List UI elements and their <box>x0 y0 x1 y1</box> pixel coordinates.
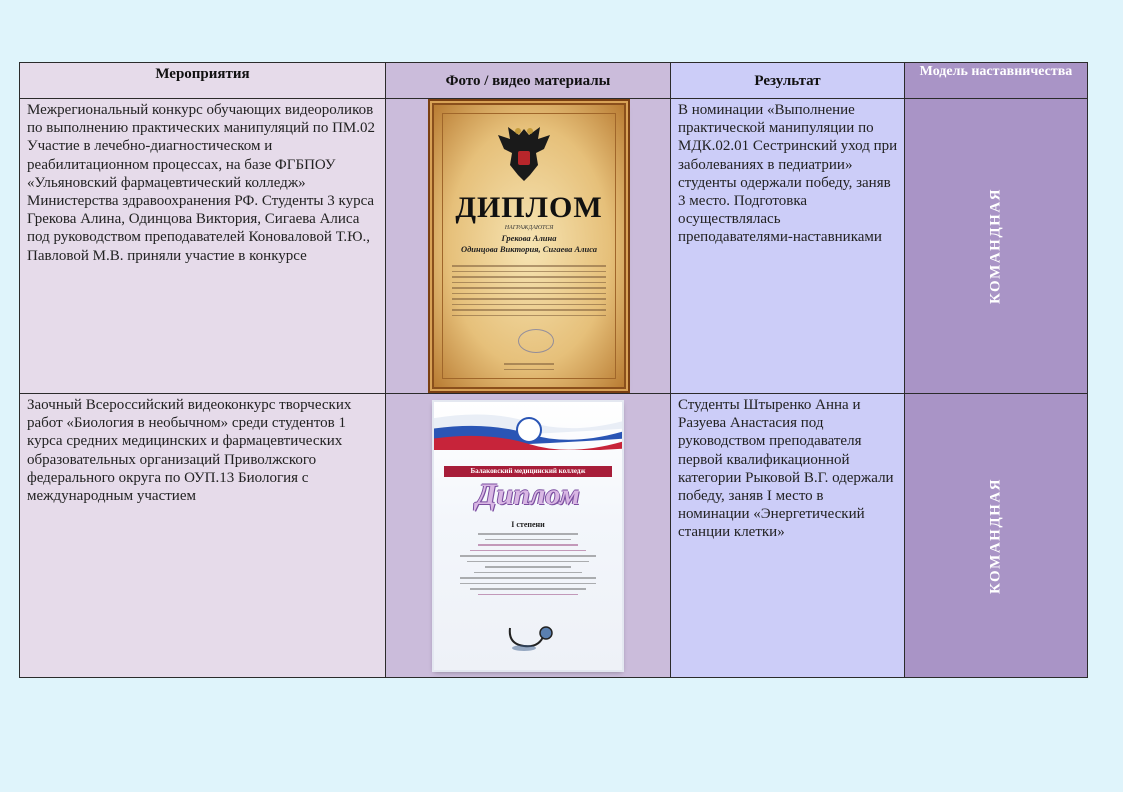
flag-ribbon-icon <box>434 410 622 450</box>
event-text: Заочный Всероссийский видеоконкурс творческих работ «Биология в необычном» среди студентов 1 курса средних медицинских и фармацевтических образовательных организаций Приволжского федерального округа по ОУП.13 Биология с международным участием <box>27 397 352 505</box>
result-text: Студенты Штыренко Анна и Разуева Анастасия под руководством преподавателя первой квалификационной категории Рыковой В.Г. одержали победу, заняв I место в номинации «Энергетический станции клетки» <box>678 397 894 541</box>
college-band: Балаковский медицинский колледж <box>444 466 612 477</box>
achievements-table <box>19 62 1088 678</box>
result-text: В номинации «Выполнение практической манипуляции по МДК.02.01 Сестринский уход при заболеваниях в педиатрии» студенты одержали победу, заняв 3 место. Подготовка осуществлялась преподавателями-наставниками <box>678 102 898 246</box>
diploma-image-2[interactable] <box>434 402 622 670</box>
model-label: КОМАНДНАЯ <box>987 188 1004 304</box>
event-cell <box>20 99 386 394</box>
model-label: КОМАНДНАЯ <box>987 477 1004 594</box>
event-text: Межрегиональный конкурс обучающих видеороликов по выполнению практических манипуляций по ПМ.02 Участие в лечебно-диагностическом и реабилитационном процессах, на базе ФГБПОУ «Ульяновский фармацевтический колледж» Министерства здравоохранения РФ. Студенты 3 курса Грекова Алина, Одинцова Виктория, Сигаева Алиса под руководством преподавателей Коноваловой Т.Ю., Павловой М.В. приняли участие в конкурсе <box>27 102 375 264</box>
event-cell <box>20 394 386 678</box>
media-cell <box>386 99 671 394</box>
diploma-text-lines: I степени <box>456 520 600 599</box>
diploma-footer-lines <box>504 359 554 374</box>
table-row <box>20 99 1088 394</box>
table-row <box>20 394 1088 678</box>
seal-icon <box>518 329 554 353</box>
diploma-title: Диплом <box>476 478 580 511</box>
stethoscope-icon <box>504 624 558 652</box>
header-model: Модель наставничества <box>905 63 1088 99</box>
result-cell <box>671 394 905 678</box>
diploma-text-lines <box>452 261 606 320</box>
model-cell <box>905 394 1088 678</box>
eagle-emblem-icon <box>496 123 552 185</box>
model-cell <box>905 99 1088 394</box>
header-events: Мероприятия <box>20 63 386 99</box>
diploma-awarded: НАГРАЖДАЮТСЯ <box>504 225 554 231</box>
diploma-names: Грекова Алина Одинцова Виктория, Сигаева Алиса <box>460 233 598 254</box>
media-cell <box>386 394 671 678</box>
header-row <box>20 63 1088 99</box>
diploma-image-1[interactable] <box>434 105 624 387</box>
diploma-title: ДИПЛОМ <box>455 191 603 224</box>
header-media: Фото / видео материалы <box>386 63 671 99</box>
header-result: Результат <box>671 63 905 99</box>
result-cell <box>671 99 905 394</box>
